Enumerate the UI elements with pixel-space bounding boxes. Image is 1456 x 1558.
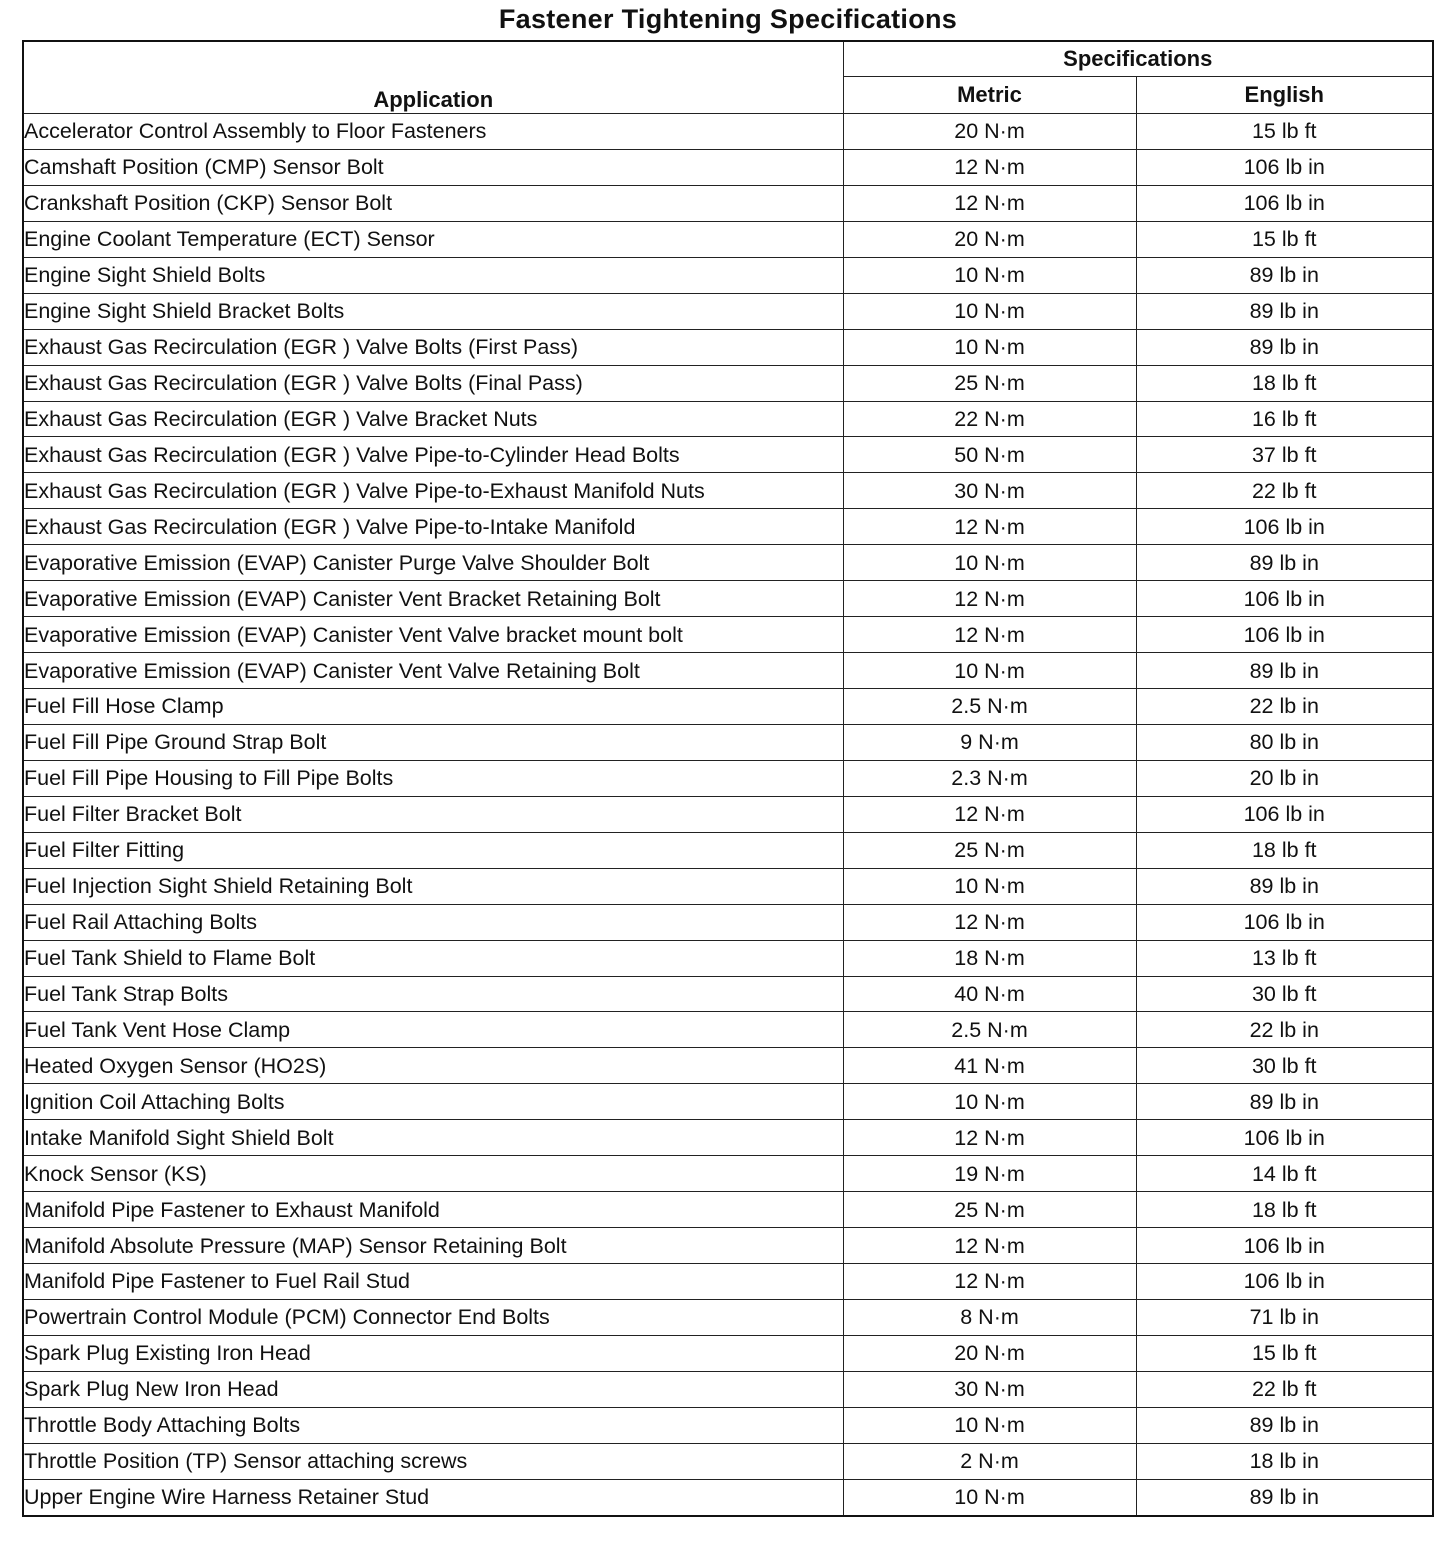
english-cell: 30 lb ft [1136, 976, 1433, 1012]
table-row [23, 1299, 1433, 1335]
metric-cell: 8 N·m [843, 1299, 1136, 1335]
english-cell: 106 lb in [1136, 149, 1433, 185]
application-cell: Engine Sight Shield Bolts [23, 257, 843, 293]
table-row [23, 976, 1433, 1012]
metric-cell: 12 N·m [843, 1228, 1136, 1264]
table-row [23, 437, 1433, 473]
english-cell: 20 lb in [1136, 760, 1433, 796]
application-cell: Exhaust Gas Recirculation (EGR ) Valve Pipe-to-Cylinder Head Bolts [23, 437, 843, 473]
table-row [23, 1479, 1433, 1515]
english-cell: 89 lb in [1136, 1407, 1433, 1443]
application-cell: Fuel Fill Pipe Ground Strap Bolt [23, 724, 843, 760]
english-cell: 22 lb ft [1136, 1371, 1433, 1407]
application-cell: Exhaust Gas Recirculation (EGR ) Valve Pipe-to-Exhaust Manifold Nuts [23, 473, 843, 509]
english-cell: 89 lb in [1136, 868, 1433, 904]
table-row [23, 868, 1433, 904]
metric-cell: 10 N·m [843, 1479, 1136, 1515]
table-row [23, 1407, 1433, 1443]
application-column-header: Application [23, 41, 843, 114]
english-cell: 71 lb in [1136, 1299, 1433, 1335]
metric-cell: 12 N·m [843, 149, 1136, 185]
application-cell: Exhaust Gas Recirculation (EGR ) Valve Bolts (Final Pass) [23, 365, 843, 401]
table-row [23, 401, 1433, 437]
metric-cell: 12 N·m [843, 617, 1136, 653]
table-row [23, 293, 1433, 329]
english-cell: 18 lb ft [1136, 365, 1433, 401]
fastener-spec-table [22, 40, 1434, 1517]
application-cell: Manifold Pipe Fastener to Fuel Rail Stud [23, 1264, 843, 1300]
application-cell: Fuel Fill Hose Clamp [23, 689, 843, 725]
metric-cell: 10 N·m [843, 653, 1136, 689]
metric-cell: 2 N·m [843, 1443, 1136, 1479]
application-cell: Evaporative Emission (EVAP) Canister Purge Valve Shoulder Bolt [23, 545, 843, 581]
application-cell: Engine Sight Shield Bracket Bolts [23, 293, 843, 329]
metric-cell: 41 N·m [843, 1048, 1136, 1084]
application-cell: Engine Coolant Temperature (ECT) Sensor [23, 221, 843, 257]
table-body [23, 114, 1433, 1516]
table-row [23, 185, 1433, 221]
english-cell: 89 lb in [1136, 1084, 1433, 1120]
metric-cell: 22 N·m [843, 401, 1136, 437]
english-cell: 89 lb in [1136, 1479, 1433, 1515]
table-row [23, 1084, 1433, 1120]
metric-cell: 12 N·m [843, 1120, 1136, 1156]
english-cell: 89 lb in [1136, 257, 1433, 293]
metric-cell: 25 N·m [843, 365, 1136, 401]
application-cell: Fuel Tank Shield to Flame Bolt [23, 940, 843, 976]
application-cell: Camshaft Position (CMP) Sensor Bolt [23, 149, 843, 185]
application-cell: Powertrain Control Module (PCM) Connector End Bolts [23, 1299, 843, 1335]
english-cell: 106 lb in [1136, 581, 1433, 617]
metric-cell: 10 N·m [843, 1407, 1136, 1443]
page-title: Fastener Tightening Specifications [498, 4, 958, 34]
table-row [23, 114, 1433, 150]
english-cell: 22 lb in [1136, 689, 1433, 725]
metric-cell: 20 N·m [843, 1335, 1136, 1371]
application-cell: Exhaust Gas Recirculation (EGR ) Valve Pipe-to-Intake Manifold [23, 509, 843, 545]
metric-cell: 25 N·m [843, 1192, 1136, 1228]
table-row [23, 617, 1433, 653]
metric-cell: 12 N·m [843, 581, 1136, 617]
application-cell: Spark Plug Existing Iron Head [23, 1335, 843, 1371]
metric-cell: 20 N·m [843, 221, 1136, 257]
table-row [23, 760, 1433, 796]
application-cell: Fuel Fill Pipe Housing to Fill Pipe Bolts [23, 760, 843, 796]
application-cell: Fuel Tank Vent Hose Clamp [23, 1012, 843, 1048]
metric-cell: 18 N·m [843, 940, 1136, 976]
application-cell: Accelerator Control Assembly to Floor Fasteners [23, 114, 843, 150]
application-cell: Exhaust Gas Recirculation (EGR ) Valve Bracket Nuts [23, 401, 843, 437]
metric-cell: 12 N·m [843, 796, 1136, 832]
english-cell: 22 lb in [1136, 1012, 1433, 1048]
table-row [23, 1156, 1433, 1192]
english-column-header: English [1136, 77, 1433, 114]
english-cell: 15 lb ft [1136, 1335, 1433, 1371]
application-cell: Manifold Absolute Pressure (MAP) Sensor Retaining Bolt [23, 1228, 843, 1264]
table-row [23, 509, 1433, 545]
table-row [23, 689, 1433, 725]
table-row [23, 1228, 1433, 1264]
table-row [23, 940, 1433, 976]
application-cell: Manifold Pipe Fastener to Exhaust Manifold [23, 1192, 843, 1228]
application-cell: Spark Plug New Iron Head [23, 1371, 843, 1407]
application-cell: Fuel Injection Sight Shield Retaining Bolt [23, 868, 843, 904]
specifications-group-header: Specifications [843, 41, 1433, 77]
english-cell: 106 lb in [1136, 1228, 1433, 1264]
metric-column-header: Metric [843, 77, 1136, 114]
application-cell: Exhaust Gas Recirculation (EGR ) Valve Bolts (First Pass) [23, 329, 843, 365]
application-cell: Heated Oxygen Sensor (HO2S) [23, 1048, 843, 1084]
english-cell: 18 lb ft [1136, 1192, 1433, 1228]
table-row [23, 221, 1433, 257]
application-cell: Crankshaft Position (CKP) Sensor Bolt [23, 185, 843, 221]
table-row [23, 329, 1433, 365]
english-cell: 106 lb in [1136, 904, 1433, 940]
table-row [23, 1012, 1433, 1048]
metric-cell: 10 N·m [843, 1084, 1136, 1120]
english-cell: 106 lb in [1136, 185, 1433, 221]
english-cell: 106 lb in [1136, 1264, 1433, 1300]
english-cell: 80 lb in [1136, 724, 1433, 760]
english-cell: 106 lb in [1136, 796, 1433, 832]
application-cell: Throttle Body Attaching Bolts [23, 1407, 843, 1443]
english-cell: 18 lb in [1136, 1443, 1433, 1479]
english-cell: 13 lb ft [1136, 940, 1433, 976]
table-row [23, 1371, 1433, 1407]
metric-cell: 50 N·m [843, 437, 1136, 473]
table-row [23, 365, 1433, 401]
table-row [23, 473, 1433, 509]
application-cell: Upper Engine Wire Harness Retainer Stud [23, 1479, 843, 1515]
table-row [23, 904, 1433, 940]
metric-cell: 2.3 N·m [843, 760, 1136, 796]
english-cell: 89 lb in [1136, 653, 1433, 689]
application-cell: Fuel Filter Fitting [23, 832, 843, 868]
metric-cell: 12 N·m [843, 509, 1136, 545]
table-row [23, 545, 1433, 581]
table-row [23, 832, 1433, 868]
english-cell: 18 lb ft [1136, 832, 1433, 868]
english-cell: 16 lb ft [1136, 401, 1433, 437]
table-row [23, 1264, 1433, 1300]
metric-cell: 20 N·m [843, 114, 1136, 150]
table-row [23, 1443, 1433, 1479]
english-cell: 89 lb in [1136, 293, 1433, 329]
application-cell: Fuel Tank Strap Bolts [23, 976, 843, 1012]
table-row [23, 796, 1433, 832]
metric-cell: 10 N·m [843, 257, 1136, 293]
metric-cell: 19 N·m [843, 1156, 1136, 1192]
metric-cell: 12 N·m [843, 904, 1136, 940]
table-row [23, 653, 1433, 689]
application-cell: Ignition Coil Attaching Bolts [23, 1084, 843, 1120]
english-cell: 15 lb ft [1136, 114, 1433, 150]
metric-cell: 25 N·m [843, 832, 1136, 868]
table-row [23, 149, 1433, 185]
table-row [23, 1335, 1433, 1371]
application-cell: Knock Sensor (KS) [23, 1156, 843, 1192]
metric-cell: 30 N·m [843, 1371, 1136, 1407]
english-cell: 106 lb in [1136, 509, 1433, 545]
application-cell: Throttle Position (TP) Sensor attaching screws [23, 1443, 843, 1479]
metric-cell: 12 N·m [843, 1264, 1136, 1300]
application-cell: Evaporative Emission (EVAP) Canister Vent Bracket Retaining Bolt [23, 581, 843, 617]
metric-cell: 10 N·m [843, 329, 1136, 365]
english-cell: 37 lb ft [1136, 437, 1433, 473]
english-cell: 14 lb ft [1136, 1156, 1433, 1192]
table-row [23, 1048, 1433, 1084]
metric-cell: 10 N·m [843, 868, 1136, 904]
metric-cell: 9 N·m [843, 724, 1136, 760]
english-cell: 30 lb ft [1136, 1048, 1433, 1084]
table-row [23, 724, 1433, 760]
metric-cell: 2.5 N·m [843, 1012, 1136, 1048]
english-cell: 89 lb in [1136, 329, 1433, 365]
table-row [23, 1192, 1433, 1228]
english-cell: 106 lb in [1136, 617, 1433, 653]
table-row [23, 257, 1433, 293]
table-row [23, 581, 1433, 617]
application-cell: Fuel Rail Attaching Bolts [23, 904, 843, 940]
english-cell: 89 lb in [1136, 545, 1433, 581]
metric-cell: 30 N·m [843, 473, 1136, 509]
metric-cell: 10 N·m [843, 293, 1136, 329]
english-cell: 106 lb in [1136, 1120, 1433, 1156]
metric-cell: 2.5 N·m [843, 689, 1136, 725]
metric-cell: 12 N·m [843, 185, 1136, 221]
metric-cell: 10 N·m [843, 545, 1136, 581]
english-cell: 15 lb ft [1136, 221, 1433, 257]
application-cell: Fuel Filter Bracket Bolt [23, 796, 843, 832]
english-cell: 22 lb ft [1136, 473, 1433, 509]
application-cell: Intake Manifold Sight Shield Bolt [23, 1120, 843, 1156]
application-cell: Evaporative Emission (EVAP) Canister Vent Valve bracket mount bolt [23, 617, 843, 653]
metric-cell: 40 N·m [843, 976, 1136, 1012]
application-cell: Evaporative Emission (EVAP) Canister Vent Valve Retaining Bolt [23, 653, 843, 689]
table-row [23, 1120, 1433, 1156]
